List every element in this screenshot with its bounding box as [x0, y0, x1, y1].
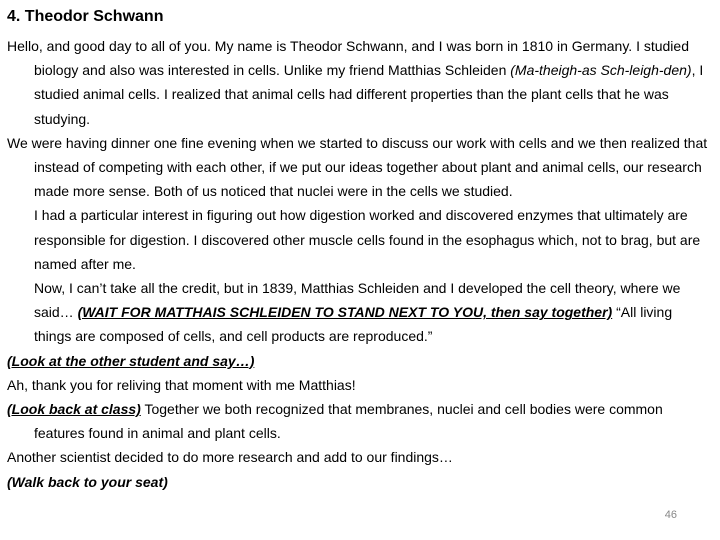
cell-theory-quote: “All living things are composed of cells, and cell products are reproduced.” [34, 304, 673, 345]
slide-title: 4. Theodor Schwann [7, 8, 164, 25]
paragraph-dinner: We were having dinner one fine evening when we started to discuss our work with cells and we then realized that instead of competing with each other, if we put our ideas together about plant and animal cells, our research made more sense. Both of us noticed that nuclei were in the cells we studied. [7, 134, 708, 200]
paragraph-look-at-student [7, 349, 713, 373]
stage-direction-look-at-student: (Look at the other student and say…) [7, 352, 255, 369]
stage-direction-look-back: (Look back at class) [7, 401, 141, 418]
stage-direction-walk-back: (Walk back to your seat) [7, 473, 168, 490]
paragraph-cell-theory [7, 276, 713, 349]
slide-body [7, 34, 713, 494]
paragraph-introduction [7, 34, 713, 131]
paragraph-another-scientist: Another scientist decided to do more research and add to our findings… [7, 449, 453, 466]
paragraph-introduction-text-end: , I studied animal cells. I realized that animal cells had different properties than the plant cells that he was studying. [34, 62, 704, 127]
paragraph-cell-theory-text: Now, I can’t take all the credit, but in 1839, Matthias Schleiden and I developed the cell theory, where we said… [34, 280, 681, 321]
paragraph-walk-back [7, 470, 713, 494]
page-number: 46 [664, 509, 677, 521]
stage-direction-wait: (WAIT FOR MATTHAIS SCHLEIDEN TO STAND NEXT TO YOU, then say together) [77, 304, 613, 321]
paragraph-thank-you: Ah, thank you for reliving that moment with me Matthias! [7, 376, 356, 393]
pronunciation-note: (Ma-theigh-as Sch-leigh-den) [510, 62, 692, 79]
paragraph-membranes-text: Together we both recognized that membranes, nuclei and cell bodies were common features found in animal and plant cells. [34, 401, 663, 442]
paragraph-introduction-text: Hello, and good day to all of you. My name is Theodor Schwann, and I was born in 1810 in Germany. I studied biology and also was interested in cells. Unlike my friend Matthias Schleiden [7, 38, 689, 79]
paragraph-membranes [7, 397, 713, 445]
paragraph-digestion: I had a particular interest in figuring out how digestion worked and discovered enzymes that ultimately are responsible for digestion. I discovered other muscle cells found in the esophagus which, not to brag, but are named after me. [34, 207, 701, 272]
